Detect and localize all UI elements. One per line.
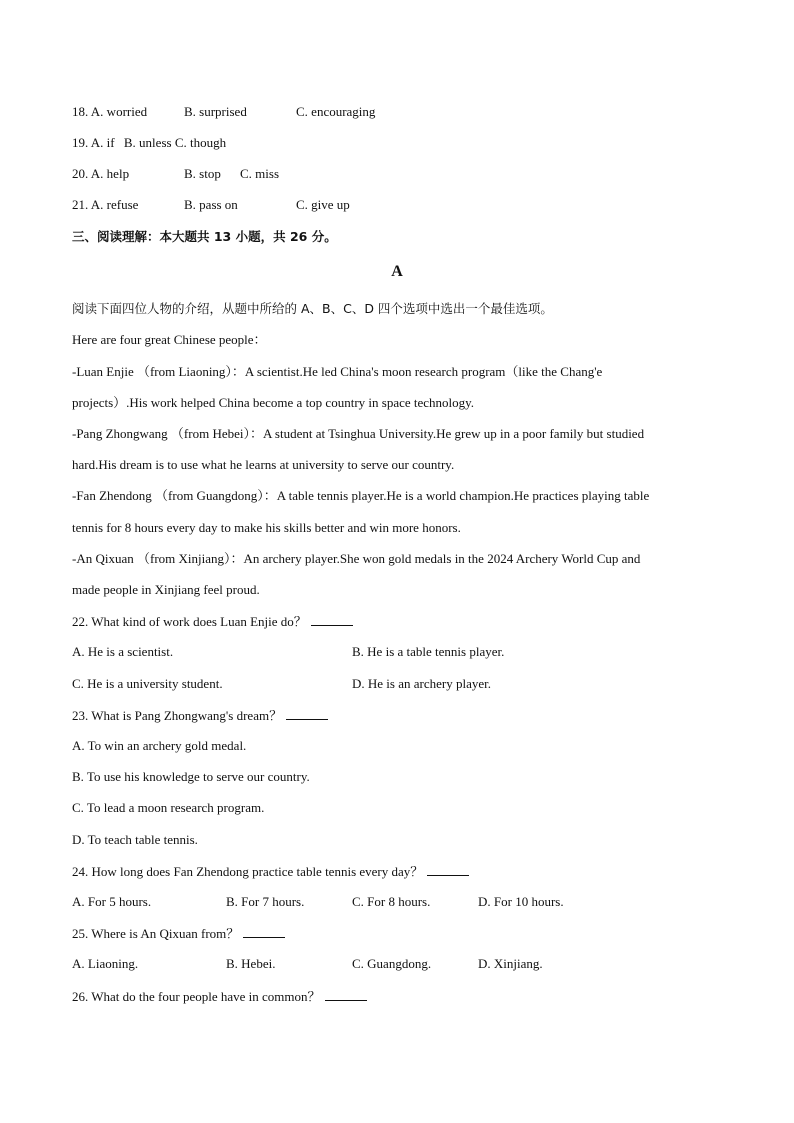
answer-blank[interactable] (311, 612, 353, 626)
passage-title: A (391, 263, 403, 280)
q22-option-b: B. He is a table tennis player. (352, 644, 505, 659)
option-b: B. unless (123, 135, 172, 150)
person-fan-line1: -Fan Zhendong （from Guangdong）：A table tennis player.He is a world champion.He practices playing table (72, 488, 650, 503)
question-18 (72, 103, 147, 121)
q22-option-d: D. He is an archery player. (352, 676, 491, 691)
person-an-line1: -An Qixuan （from Xinjiang）：An archery player.She won gold medals in the 2024 Archery World Cup and (72, 551, 641, 566)
question-23-stem (72, 706, 328, 725)
instruction: 阅读下面四位人物的介绍，从题中所给的 A、B、C、D 四个选项中选出一个最佳选项。 (72, 301, 553, 316)
question-number: 20. (72, 166, 89, 181)
option-a: A. help (90, 166, 130, 181)
question-text: 26. What do the four people have in common？ (72, 989, 321, 1004)
person-fan-line2: tennis for 8 hours every day to make his skills better and win more honors. (72, 520, 461, 535)
q23-option-b: B. To use his knowledge to serve our country. (72, 769, 310, 784)
option-b: B. surprised (184, 104, 247, 119)
q25-option-b: B. Hebei. (226, 956, 276, 971)
option-b: B. stop (184, 166, 221, 181)
q25-option-c: C. Guangdong. (352, 956, 432, 971)
person-pang-line2: hard.His dream is to use what he learns at university to serve our country. (72, 457, 455, 472)
q22-option-a: A. He is a scientist. (72, 644, 174, 659)
option-c: C. encouraging (296, 104, 376, 119)
question-number: 21. (72, 197, 89, 212)
q24-option-b: B. For 7 hours. (226, 894, 305, 909)
q23-option-a: A. To win an archery gold medal. (72, 738, 247, 753)
question-25-stem (72, 924, 285, 943)
q24-option-c: C. For 8 hours. (352, 894, 431, 909)
option-c: C. though (174, 135, 227, 150)
answer-blank[interactable] (427, 862, 469, 876)
question-text: 25. Where is An Qixuan from？ (72, 926, 240, 941)
answer-blank[interactable] (243, 924, 285, 938)
option-a: A. worried (90, 104, 148, 119)
question-24-stem (72, 862, 469, 881)
q23-option-c: C. To lead a moon research program. (72, 800, 265, 815)
question-number: 19. (72, 135, 89, 150)
option-a: A. if (90, 135, 115, 150)
question-19 (72, 134, 226, 152)
option-b: B. pass on (184, 197, 238, 212)
question-number: 18. (72, 104, 89, 119)
person-pang-line1: -Pang Zhongwang （from Hebei）：A student at Tsinghua University.He grew up in a poor family but studied (72, 426, 645, 441)
q24-option-a: A. For 5 hours. (72, 894, 152, 909)
person-an-line2: made people in Xinjiang feel proud. (72, 582, 260, 597)
question-22-stem (72, 612, 353, 631)
answer-blank[interactable] (286, 706, 328, 720)
q24-option-d: D. For 10 hours. (478, 894, 564, 909)
question-text: 22. What kind of work does Luan Enjie do？ (72, 614, 307, 629)
q25-option-d: D. Xinjiang. (478, 956, 543, 971)
q25-option-a: A. Liaoning. (72, 956, 139, 971)
option-c: C. miss (240, 166, 280, 181)
option-a: A. refuse (90, 197, 139, 212)
question-text: 24. How long does Fan Zhendong practice table tennis every day？ (72, 864, 424, 879)
passage-intro: Here are four great Chinese people： (72, 332, 267, 347)
answer-blank[interactable] (325, 987, 367, 1001)
person-luan-line1: -Luan Enjie （from Liaoning）：A scientist.He led China's moon research program（like the Chang'e (72, 364, 603, 379)
option-c: C. give up (296, 197, 350, 212)
question-20 (72, 165, 129, 183)
question-text: 23. What is Pang Zhongwang's dream？ (72, 708, 283, 723)
person-luan-line2: projects）.His work helped China become a top country in space technology. (72, 395, 475, 410)
section-heading: 三、阅读理解：本大题共 13 小题，共 26 分。 (72, 229, 337, 244)
q23-option-d: D. To teach table tennis. (72, 832, 198, 847)
q22-option-c: C. He is a university student. (72, 676, 223, 691)
question-21 (72, 196, 138, 214)
question-26-stem (72, 987, 367, 1006)
